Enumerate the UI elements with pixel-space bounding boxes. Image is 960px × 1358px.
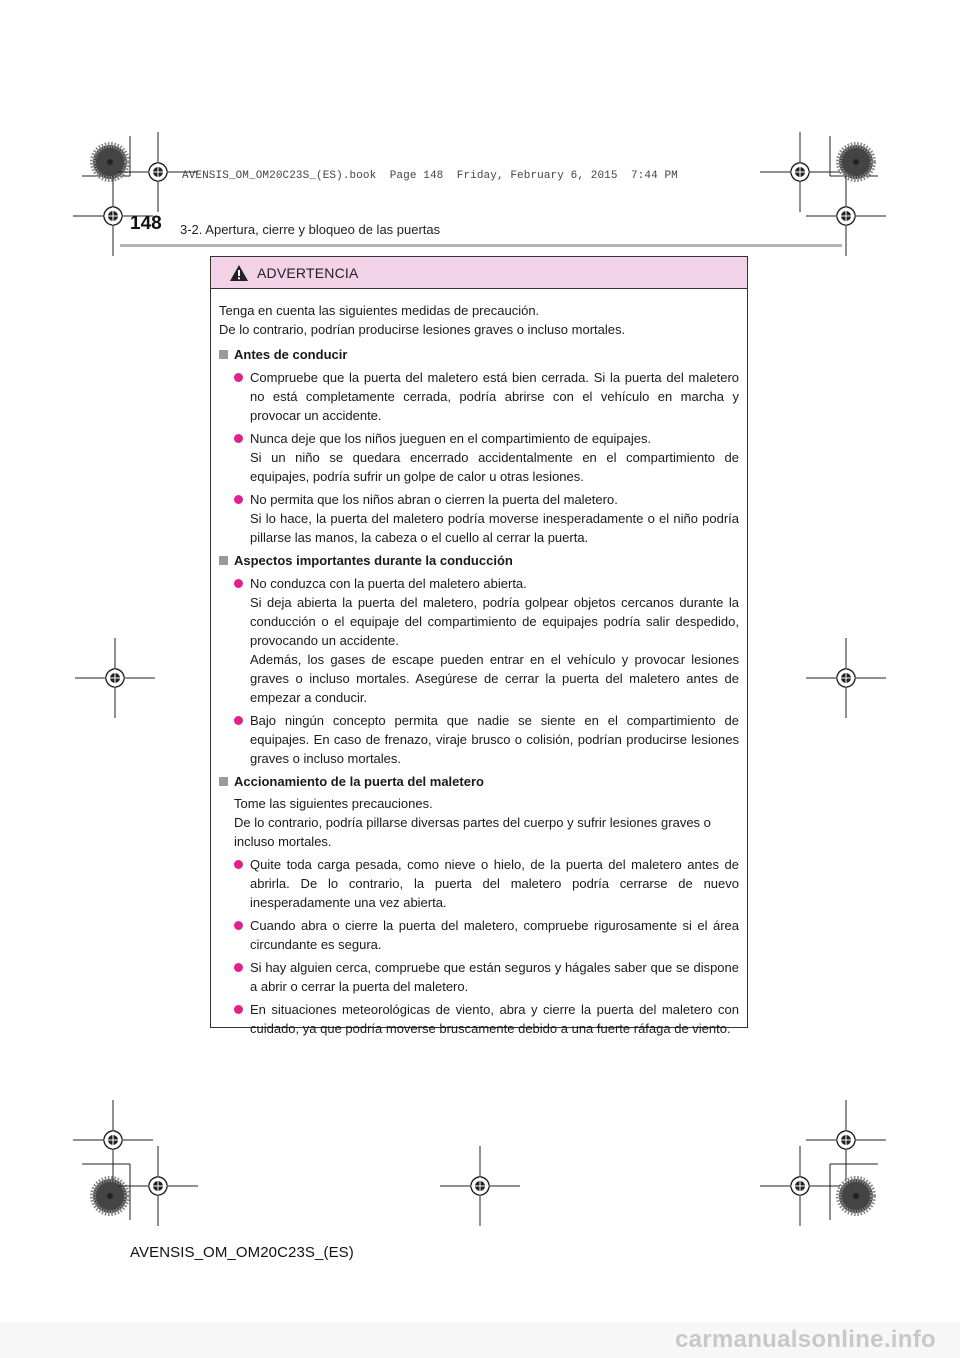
section-heading: Aspectos importantes durante la conducción <box>234 553 513 568</box>
bullet-dot-icon <box>234 579 243 588</box>
section-heading: Accionamiento de la puerta del maletero <box>234 774 484 789</box>
section-intro-line: Tome las siguientes precauciones. <box>234 796 433 811</box>
bullet-dot-icon <box>234 860 243 869</box>
bullet-text: Si lo hace, la puerta del maletero podría moverse inesperadamente o el niño podría pillarse las manos, la cabeza o el cuello al cerrar la puerta. <box>250 511 739 545</box>
bullet-dot-icon <box>234 373 243 382</box>
bullet-text: Quite toda carga pesada, como nieve o hielo, de la puerta del maletero antes de abrirla. De lo contrario, la puerta del maletero podría cerrarse de nuevo inesperadamente una vez abierta. <box>250 857 739 910</box>
warning-section-conduccion <box>219 551 739 768</box>
warning-section-antes-de-conducir <box>219 345 739 547</box>
square-bullet-icon <box>219 350 228 359</box>
page-number: 148 <box>130 213 162 234</box>
bullet-text: Si deja abierta la puerta del maletero, podría golpear objetos cercanos durante la conducción o el equipaje del compartimiento de equipajes podría salir despedido, provocando un accidente. <box>250 595 739 648</box>
bullet-text: No permita que los niños abran o cierren la puerta del maletero. <box>250 492 618 507</box>
bullet-text: En situaciones meteorológicas de viento, abra y cierre la puerta del maletero con cuidado, ya que podría moverse bruscamente debido a una fuerte ráfaga de viento. <box>250 1002 739 1036</box>
section-intro-line: De lo contrario, podría pillarse diversas partes del cuerpo y sufrir lesiones graves o incluso mortales. <box>234 815 711 849</box>
warning-section-accionamiento <box>219 772 739 1038</box>
bullet-dot-icon <box>234 1005 243 1014</box>
bullet-text: Bajo ningún concepto permita que nadie se siente en el compartimiento de equipajes. En caso de frenazo, viraje brusco o colisión, podrían producirse lesiones graves o incluso mortales. <box>250 713 739 766</box>
warning-intro <box>219 301 739 339</box>
book-info-line: AVENSIS_OM_OM20C23S_(ES).book Page 148 Friday, February 6, 2015 7:44 PM <box>182 170 678 182</box>
warning-title: ADVERTENCIA <box>257 264 359 281</box>
bullet-text: Si un niño se quedara encerrado accidentalmente en el compartimiento de equipajes, podría sufrir un golpe de calor u otras lesiones. <box>250 450 739 484</box>
list-item <box>219 711 739 768</box>
list-item <box>219 916 739 954</box>
square-bullet-icon <box>219 777 228 786</box>
warning-header <box>211 257 747 289</box>
bullet-dot-icon <box>234 716 243 725</box>
section-heading: Antes de conducir <box>234 347 348 362</box>
bullet-dot-icon <box>234 963 243 972</box>
bullet-dot-icon <box>234 921 243 930</box>
list-item <box>219 958 739 996</box>
warning-intro-line: Tenga en cuenta las siguientes medidas de precaución. <box>219 303 540 318</box>
bullet-text: Compruebe que la puerta del maletero está bien cerrada. Si la puerta del maletero no está completamente cerrada, podría abrirse con el vehículo en marcha y provocar un accidente. <box>250 370 739 423</box>
watermark-text: carmanualsonline.info <box>674 1326 936 1353</box>
bullet-dot-icon <box>234 495 243 504</box>
bullet-text: No conduzca con la puerta del maletero abierta. <box>250 576 527 591</box>
warning-triangle-icon <box>229 264 249 282</box>
list-item <box>219 368 739 425</box>
list-item <box>219 855 739 912</box>
footer-book-code: AVENSIS_OM_OM20C23S_(ES) <box>130 1244 354 1261</box>
list-item <box>219 1000 739 1038</box>
square-bullet-icon <box>219 556 228 565</box>
header-rule <box>120 244 842 247</box>
section-intro <box>219 794 739 851</box>
warning-body <box>211 289 747 1038</box>
bullet-text: Cuando abra o cierre la puerta del maletero, compruebe rigurosamente si el área circundante es segura. <box>250 918 739 952</box>
list-item <box>219 574 739 707</box>
bullet-text: Nunca deje que los niños jueguen en el compartimiento de equipajes. <box>250 431 652 446</box>
bullet-text: Si hay alguien cerca, compruebe que están seguros y hágales saber que se dispone a abrir o cerrar la puerta del maletero. <box>250 960 739 994</box>
bullet-text: Además, los gases de escape pueden entrar en el vehículo y provocar lesiones graves o incluso mortales. Asegúrese de cerrar la puerta del maletero antes de empezar a conducir. <box>250 652 739 705</box>
list-item <box>219 429 739 486</box>
warning-box <box>210 256 748 1036</box>
bullet-dot-icon <box>234 434 243 443</box>
watermark-bar <box>0 1322 960 1358</box>
section-title: 3-2. Apertura, cierre y bloqueo de las puertas <box>180 222 441 237</box>
list-item <box>219 490 739 547</box>
warning-intro-line: De lo contrario, podrían producirse lesiones graves o incluso mortales. <box>219 322 626 337</box>
